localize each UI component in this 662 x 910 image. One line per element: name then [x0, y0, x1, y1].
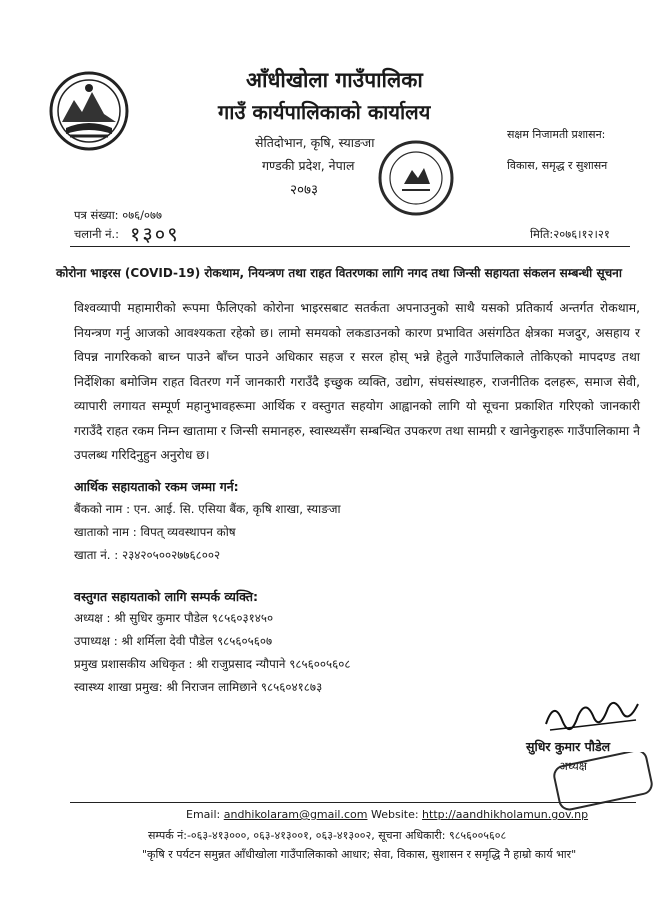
contact-item: उपाध्यक्ष : श्री शर्मिला देवी पौडेल ९८५६०५६०७: [74, 634, 273, 648]
right-note-1: सक्षम निजामती प्रशासन:: [507, 128, 606, 141]
address-line: सेतिदोभान, कृषि, स्याङजा: [255, 135, 375, 150]
signatory-title: अध्यक्ष: [559, 759, 588, 773]
email-link[interactable]: andhikolaram@gmail.com: [223, 808, 368, 821]
contact-item: प्रमुख प्रशासकीय अधिकृत : श्री राजुप्रसाद न्यौपाने ९८५६००५६०८: [74, 657, 351, 671]
website-label: Website:: [370, 808, 419, 821]
account-name: खाताको नाम : विपत् व्यवस्थापन कोष: [74, 525, 236, 539]
bank-name: बैंकको नाम : एन. आई. सि. एसिया बैंक, कृषि शाखा, स्याङजा: [74, 502, 341, 516]
website-link[interactable]: http://aandhikholamun.gov.np: [422, 808, 589, 821]
footer-contact: [186, 808, 588, 821]
established-year: २०७३: [290, 182, 319, 198]
office-title: आँधीखोला गाउँपालिका: [246, 68, 423, 92]
name-stamp: [550, 752, 656, 812]
dispatch-number-handwritten: १३०९: [130, 222, 180, 246]
notice-subject: कोरोना भाइरस (COVID-19) रोकथाम, नियन्त्रण तथा राहत वितरणका लागि नगद तथा जिन्सी सहायता संकलन सम्बन्धी सूचना: [56, 266, 622, 280]
email-label: Email:: [186, 808, 221, 821]
footer-divider: [70, 802, 636, 803]
account-number: खाता नं. : २३४२०५००२७७६८००२: [74, 548, 221, 562]
footer-motto: "कृषि र पर्यटन समुन्नत आँधीखोला गाउँपालिकाको आधार; सेवा, विकास, सुशासन र समृद्धि नै हाम्रो कार्य भार": [142, 848, 577, 861]
right-note-2: विकास, समृद्ध र सुशासन: [507, 159, 608, 172]
dispatch-label: चलानी नं.:: [74, 227, 120, 241]
signature-icon: [540, 690, 644, 734]
office-seal-stamp: [376, 138, 456, 218]
letter-number: पत्र संख्या: ०७६/०७७: [74, 208, 162, 222]
footer-phones: सम्पर्क नं:-०६३-४१३०००, ०६३-४१३००१, ०६३-४१३००२, सूचना अधिकारी: ९८५६००५६०८: [148, 829, 507, 842]
header-divider: [70, 246, 630, 247]
notice-body: विश्वव्यापी महामारीको रूपमा फैलिएको कोरोना भाइरसबाट सतर्कता अपनाउनुको साथै यसको प्रतिकार्य अन्तर्गत रोकथाम, नियन्त्रण गर्नु आजको आवश्यकता रहेको छ। लामो समयको लकडाउनको कारण प्रभावित असंगठित क्षेत्रका मजदुर, असहाय र विपन्न नागरिकको बाच्न पाउने बाँच्न पाउने अधिकार सहज र सरल होस् भन्ने हेतुले गाउँपालिकाले तोकिएको मापदण्ड तथा निर्देशिका बमोजिम राहत वितरण गर्ने जानकारी गराउँदै इच्छुक व्यक्ति, उद्योग, संघसंस्थाहरु, राजनीतिक दलहरू, समाज सेवी, व्यापारी लगायत सम्पूर्ण महानुभावहरूमा आर्थिक र वस्तुगत सहयोग आह्वानको लागि यो सूचना प्रकाशित गरिएको जानकारी गराउँदै राहत रकम निम्न खातामा र जिन्सी समानहरु, स्वास्थ्यसँग सम्बन्धित उपकरण तथा सामग्री र खानेकुराहरू गाउँपालिकामा नै उपलब्ध गरिदिनुहुन अनुरोध छ।: [74, 301, 640, 462]
nepal-emblem-icon: [48, 70, 130, 152]
province-line: गण्डकी प्रदेश, नेपाल: [262, 158, 355, 173]
signatory-name: सुधिर कुमार पौडेल: [526, 739, 611, 754]
contact-item: अध्यक्ष : श्री सुधिर कुमार पौडेल ९८५६०३१४५०: [74, 611, 274, 625]
letter-date: मिति:२०७६।१२।२१: [530, 227, 610, 241]
financial-heading: आर्थिक सहायताको रकम जम्मा गर्न:: [74, 479, 239, 494]
contacts-heading: वस्तुगत सहायताको लागि सम्पर्क व्यक्ति:: [74, 589, 258, 604]
office-subtitle: गाउँ कार्यपालिकाको कार्यालय: [218, 100, 431, 124]
contact-item: स्वास्थ्य शाखा प्रमुख: श्री निराजन लामिछाने ९८५६०४१८७३: [74, 680, 323, 694]
